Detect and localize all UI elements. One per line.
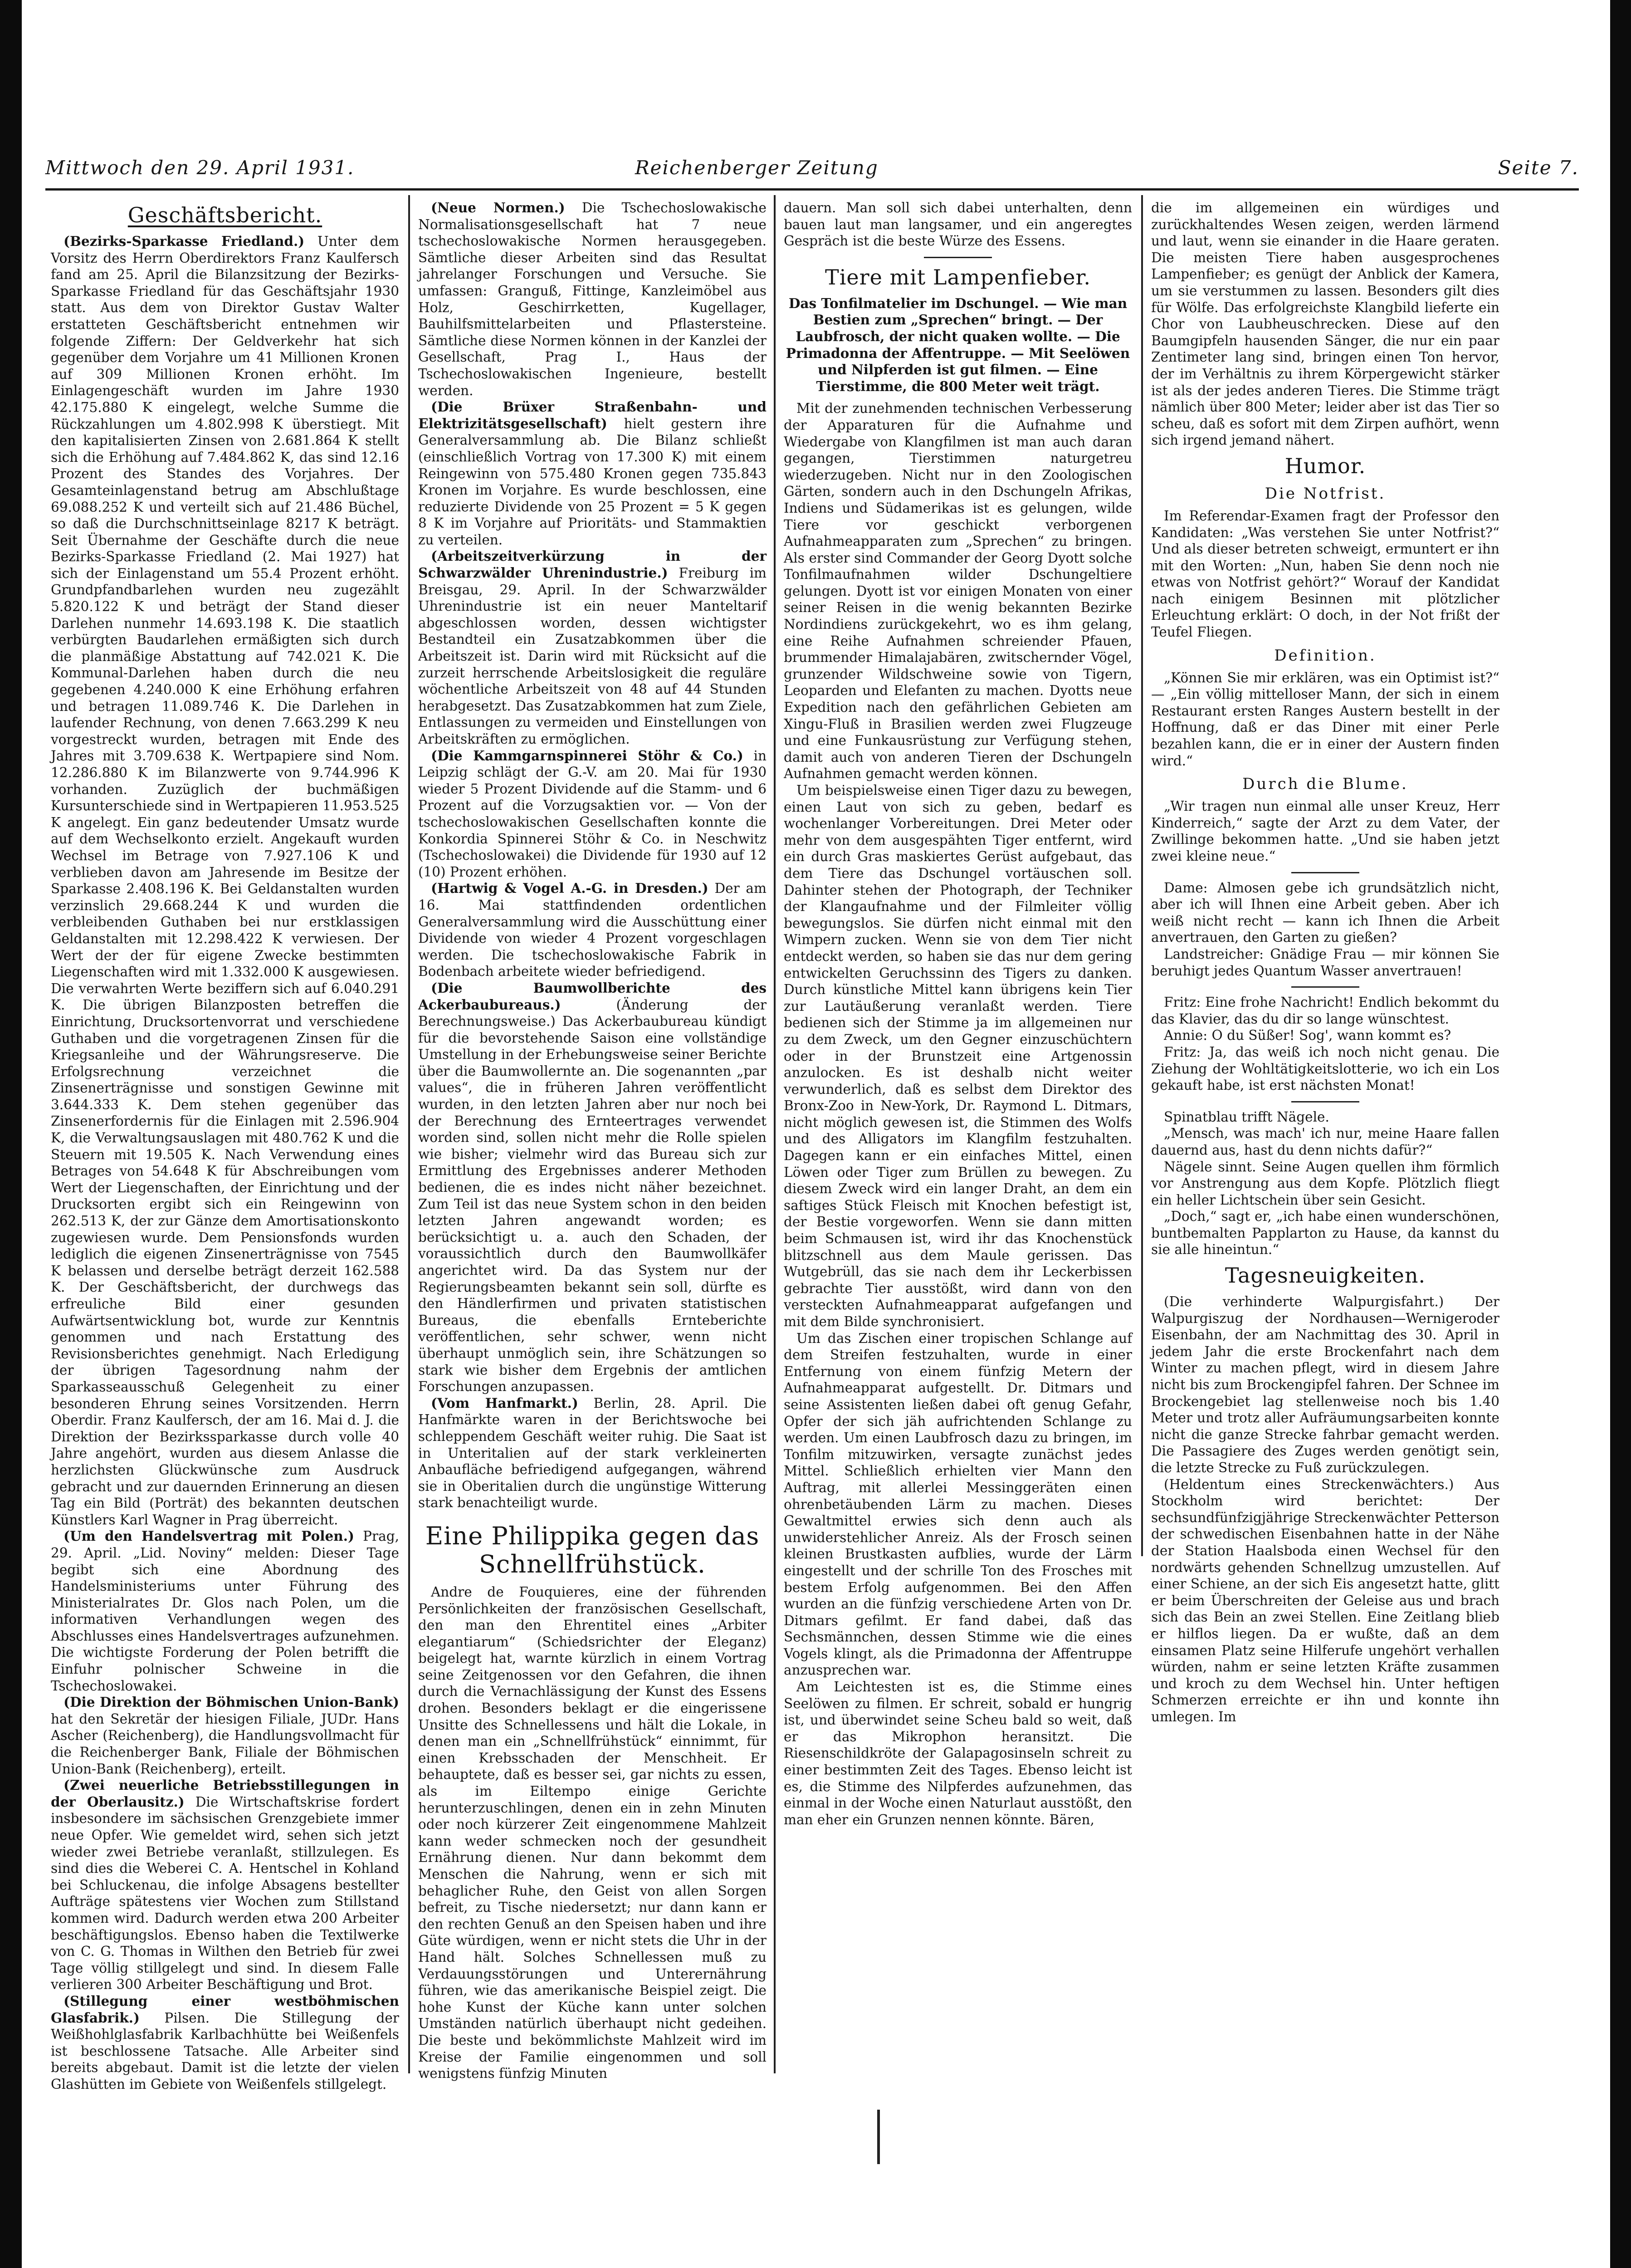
- article-hartwig-vogel: (Hartwig & Vogel A.-G. in Dresden.) Der am 16. Mai stattfindenden ordentlichen Generalversammlung wird die Ausschüttung einer Dividende von wieder 4 Prozent vorgeschlagen werden. Die tschechoslowakische Fabrik in Bodenbach arbeitete wieder befriedigend.: [418, 880, 767, 980]
- article-sparkasse: (Bezirks-Sparkasse Friedland.) Unter dem Vorsitz des Herrn Oberdirektors Franz Kaulfersch fand am 25. April die Bilanzsitzung der Bezirks-Sparkasse Friedland für das Geschäftsjahr 1930 statt. Aus dem von Direktor Gustav Walter erstatteten Geschäftsbericht entnehmen wir folgende Ziffern: Der Geldverkehr hat sich gegenüber dem Vorjahre um 41 Millionen Kronen auf 309 Millionen Kronen erhöht. Im Einlagengeschäft wurden im Jahre 1930 42.175.880 K eingelegt, welche Summe die Rückzahlungen um 4.802.998 K überstiegt. Mit den kapitalisierten Zinsen von 2.681.864 K stellt sich die Erhöhung auf 7.484.862 K, das sind 12.16 Prozent des Standes des Vorjahres. Der Gesamteinlagenstand betrug am Abschlußtage 69.088.252 K und verteilt sich auf 21.486 Büchel, so daß die Durchschnittseinlage 8217 K beträgt. Seit Übernahme der Geschäfte durch die neue Bezirks-Sparkasse Friedland (2. Mai 1927) hat sich der Einlagenstand um 55.4 Prozent erhöht. Grundpfandbarlehen wurden neu zugezählt 5.820.122 K und beträgt der Stand dieser Darlehen nunmehr 14.693.198 K. Die staatlich verbürgten Baudarlehen ermäßigten sich durch die planmäßige Abstattung auf 742.021 K. Die Kommunal-Darlehen haben durch die neu gegebenen 4.240.000 K eine Erhöhung erfahren und betragen 11.089.746 K. Die Darlehen in laufender Rechnung, von denen 7.663.299 K neu vorgestreckt wurden, betragen mit Ende des Jahres mit 3.709.638 K. Wertpapiere sind Nom. 12.286.880 K im Bilanzwerte von 9.744.996 K vorhanden. Zuzüglich der buchmäßigen Kursunterschiede sind in Wertpapieren 11.953.525 K angelegt. Ein ganz bedeutender Umsatz wurde auf dem Wechselkonto erzielt. Angekauft wurden Wechsel im Betrage von 7.927.106 K und verblieben davon am Jahresende im Besitze der Sparkasse 2.408.196 K. Bei Geldanstalten wurden verzinslich 29.668.244 K und wurden die verbleibenden Guthaben bei nur erstklassigen Geldanstalten mit 12.298.422 K verwiesen. Der Wert der der für eigene Zwecke bestimmten Liegenschaften wird mit 1.332.000 K ausgewiesen. Die verwahrten Werte beziffern sich auf 6.040.291 K. Die übrigen Bilanzposten betreffen die Einrichtung, Drucksortenvorrat und verschiedene Guthaben und die vorgetragenen Zinsen für die Kriegsanleihe und der Währungsreserve. Die Erfolgsrechnung verzeichnet die Zinsenerträgnisse und sonstigen Gewinne mit 3.644.333 K. Dem stehen gegenüber das Zinsenerfordernis für die Einlagen mit 2.596.904 K, die Verwaltungsauslagen mit 480.762 K und die Steuern mit 19.505 K. Nach Verwendung eines Betrages von 54.648 K für Abschreibungen vom Wert der Liegenschaften, der Einrichtung und der Drucksorten ergibt sich ein Reingewinn von 262.513 K, der zur Gänze dem Amortisationskonto zugewiesen wurde. Dem Pensionsfonds wurden lediglich die eigenen Zinsenerträgnisse von 7545 K belassen und derselbe beträgt derzeit 162.588 K. Der Geschäftsbericht, der durchwegs das erfreuliche Bild einer gesunden Aufwärtsentwicklung bot, wurde zur Kenntnis genommen und nach Erstattung des Revisionsberichtes genehmigt. Nach Erledigung der übrigen Tagesordnung nahm der Sparkasseausschuß Gelegenheit zu einer besonderen Ehrung seines Vorsitzenden. Herrn Oberdir. Franz Kaulfersch, der am 16. Mai d. J. die Direktion der Bezirkssparkasse durch volle 40 Jahre angehört, wurden aus diesem Anlasse die herzlichsten Glückwünsche zum Ausdruck gebracht und zur dauernden Erinnerung an diesen Tag ein Bild (Porträt) des bekannten deutschen Künstlers Karl Wagner in Prag überreicht.: [51, 233, 399, 1528]
- page-header: [45, 157, 1579, 189]
- philippika-heading: Eine Philippika gegen das Schnellfrühstück.: [425, 1521, 760, 1578]
- joke-divider: [1291, 986, 1359, 988]
- article-union-bank: (Die Direktion der Böhmischen Union-Bank) hat den Sekretär der hiesigen Filiale, JUDr. Hans Ascher (Reichenberg), die Handlungsvollmacht für die Reichenberger Bank, Filiale der Böhmischen Union-Bank (Reichenberg), erteilt.: [51, 1694, 399, 1777]
- scan-border-right: [1610, 0, 1631, 2268]
- article-glass-factory: (Stillegung einer westböhmischen Glasfabrik.) Pilsen. Die Stillegung der Weißhohlglasfabrik Karlbachhütte bei Weißenfels ist beschlossene Tatsache. Alle Arbeiter sind bereits abgebaut. Damit ist die letzte der vielen Glashütten im Gebiete von Weißenfels stillgelegt.: [51, 1993, 399, 2092]
- animals-subheading: Das Tonfilmatelier im Dschungel. — Wie man Bestien zum „Sprechen“ bringt. — Der Laubfrosch, der nicht quaken wollte. — Die Primadonna der Affentruppe. — Mit Seelöwen und Nilpferden ist gut filmen. — Eine Tierstimme, die 800 Meter weit trägt.: [786, 295, 1130, 394]
- scan-border-left: [0, 0, 22, 2268]
- article-black-forest-clocks: (Arbeitszeitverkürzung in der Schwarzwälder Uhrenindustrie.) Freiburg im Breisgau, 29. April. In der Schwarzwälder Uhrenindustrie ist ein neuer Manteltarif abgeschlossen worden, dessen wichtigster Bestandteil ein Zusatzabkommen über die Arbeitszeit ist. Darin wird mit Rücksicht auf die zurzeit herrschende Arbeitslosigkeit die reguläre wöchentliche Arbeitszeit von 48 auf 44 Stunden herabgesetzt. Das Zusatzabkommen hat zum Ziele, Entlassungen zu vermeiden und Einstellungen von Arbeitskräften zu ermöglichen.: [418, 548, 767, 747]
- header-rule: [45, 188, 1579, 191]
- joke-spinat-question: „Mensch, was mach' ich nur, meine Haare fallen dauernd aus, hast du denn nichts dafür?“: [1151, 1126, 1499, 1158]
- page-fold-mark: [877, 2110, 880, 2164]
- joke-dame: Dame: Almosen gebe ich grundsätzlich nicht, aber ich will Ihnen eine Arbeit geben. Aber ich weiß nicht recht — kann ich Ihnen die Arbeit anvertrauen, den Garten zu gießen?: [1151, 880, 1499, 945]
- joke-divider: [1291, 872, 1359, 873]
- joke-title-definition: Definition.: [1274, 646, 1377, 665]
- joke-spinat-answer: „Doch,“ sagt er, „ich habe einen wunderschönen, buntbemalten Papplarton zu Hause, da kannst du sie alle hineintun.“: [1151, 1209, 1499, 1258]
- joke-annie: Annie: O du Süßer! Sog', wann kommt es?: [1164, 1028, 1451, 1043]
- animals-paragraph-1: Mit der zunehmenden technischen Verbesserung der Apparaturen für die Aufnahme und Wiedergabe von Klangfilmen ist man auch daran gegangen, Tierstimmen naturgetreu wiederzugeben. Nicht nur in den Zoologischen Gärten, sondern auch in den Dschungeln Afrikas, Indiens und Südamerikas ist es gelungen, wilde Tiere vor geschickt verborgenen Aufnahmeapparaten zum „Sprechen“ zu bringen. Als erster sind Commander der Georg Dyott solche Tonfilmaufnahmen wilder Dschungeltiere gelungen. Dyott ist vor einigen Monaten von einer seiner Reisen in die wenig bekannten Bezirke Nordindiens zurückgekehrt, wo es ihm gelang, eine Reihe Aufnahmen schreiender Pfauen, brummender Himalajabären, zwitschernder Vögel, grunzender Wildschweine sowie von Tigern, Leoparden und Elefanten zu machen. Dyotts neue Expedition nach den gefährlichen Gebieten am Xingu-Fluß in Brasilien werden zwei Flugzeuge und eine Funkausrüstung zur Verfügung stehen, damit auch von anderen Tieren der Dschungeln Aufnahmen gemacht werden können.: [784, 401, 1132, 782]
- philippika-continuation: dauern. Man soll sich dabei unterhalten, denn bauen laut man langsamer, und ein angeregtes Gespräch ist die beste Würze des Essens.: [784, 200, 1132, 249]
- humor-heading: Humor.: [1284, 453, 1366, 478]
- joke-fritz: Fritz: Eine frohe Nachricht! Endlich bekommt du das Klavier, das du dir so lange wünschtest.: [1151, 994, 1499, 1027]
- article-hemp-market: (Vom Hanfmarkt.) Berlin, 28. April. Die Hanfmärkte waren in der Berichtswoche bei schleppendem Geschäft weiter ruhig. Die Saat ist in Unteritalien auf der stark verkleinerten Anbaufläche befriedigend aufgegangen, während sie in Oberitalien durch die ungünstige Witterung stark benachteiligt wurde.: [418, 1395, 767, 1511]
- joke-landstreicher: Landstreicher: Gnädige Frau — mir können Sie beruhigt jedes Quantum Wasser anvertrauen!: [1151, 946, 1499, 979]
- daily-news-heading: Tagesneuigkeiten.: [1225, 1263, 1426, 1288]
- header-date: Mittwoch den 29. April 1931.: [45, 157, 355, 179]
- article-cotton-reports: (Die Baumwollberichte des Ackerbaubureaus.) (Änderung der Berechnungsweise.) Das Ackerbaubureau kündigt für die bevorstehende Saison eine vollständige Umstellung in der Erhebungsweise seiner Berichte über die Baumwollernte an. Die sogenannten „par values“, die in früheren Jahren veröffentlicht wurden, in den letzten Jahren aber nur noch bei der Berechnung des Ernteertrages verwendet worden sind, sollen nicht mehr die Rolle spielen wie bisher; vielmehr wird das Bureau sich zur Ermittlung des Ergebnisses anderer Methoden bedienen, die es indes nicht näher bezeichnet. Zum Teil ist das neue System schon in den beiden letzten Jahren angewandt worden; es berücksichtigt u. a. auch den Schaden, der voraussichtlich durch den Baumwollkäfer angerichtet wird. Da das System nur der Regierungsbeamten bekannt sein soll, dürfte es den Händlerfirmen und privaten statistischen Bureaus, die ebenfalls Ernteberichte veröffentlichen, sehr schwer, wenn nicht überhaupt unmöglich sein, ihre Schätzungen so stark wie bisher dem Ergebnis der amtlichen Forschungen anzupassen.: [418, 980, 767, 1395]
- animals-paragraph-2: Um beispielsweise einen Tiger dazu zu bewegen, einen Laut von sich zu geben, bedarf es wochenlanger Vorbereitungen. Drei Meter oder mehr von dem ausgespähten Tiger entfernt, wird ein durch Gras maskiertes Gerüst aufgebaut, das dem Tiere das Dschungel vortäuschen soll. Dahinter stehen der Photograph, der Techniker der Klangaufnahme und der Filmleiter völlig bewegungslos. Sie dürfen nicht einmal mit den Wimpern zucken. Wenn sie von dem Tier nicht entdeckt werden, so haben sie das nur dem gering entwickelten Geruchssinn des Tigers zu danken. Durch künstliche Mittel kann übrigens kein Tier zur Lautäußerung veranlaßt werden. Tiere bedienen sich der Stimme ja im allgemeinen nur zu dem Zweck, um den Gegner einzuschüchtern oder in der Brunstzeit eine Artgenossin anzulocken. Es ist deshalb nicht weiter verwunderlich, daß es selbst dem Direktor des Bronx-Zoo in New-York, Dr. Raymond L. Ditmars, nicht möglich gewesen ist, die Stimmen des Wolfs und des Alligators im Klangfilm festzuhalten. Dagegen kann er ein einfaches Mittel, einen Löwen oder Tiger zum Brüllen zu bewegen. Zu diesem Zweck wird ein langer Draht, an dem ein saftiges Stück Fleisch mit Knochen befestigt ist, der Bestie vorgeworfen. Wenn sie dann mitten beim Schmausen ist, wird ihr das Knochenstück blitzschnell aus dem Maule gerissen. Das Wutgebrüll, das sie nach dem ihr Leckerbissen gebrachte Tier ausstößt, wird dann von den versteckten Aufnahmeapparat aufgefangen und mit dem Bilde synchronisiert.: [784, 783, 1132, 1329]
- joke-notfrist: Im Referendar-Examen fragt der Professor den Kandidaten: „Was verstehen Sie unter Notfrist?“ Und als dieser betreten schweigt, ermuntert er ihn mit den Worten: „Nun, haben Sie denn noch nie etwas von Notfrist gehört?“ Worauf der Kandidat nach einigem Besinnen mit plötzlicher Erleuchtung erklärt: O doch, in der Not frißt der Teufel Fliegen.: [1151, 508, 1499, 640]
- section-divider: [924, 257, 992, 258]
- column-3: [784, 200, 1132, 2064]
- joke-spinat-intro: Spinatblau trifft Nägele.: [1164, 1109, 1329, 1125]
- article-brux-tramway: (Die Brüxer Straßenbahn- und Elektrizitätsgesellschaft) hielt gestern ihre Generalversammlung ab. Die Bilanz schließt (einschließlich Vortrag von 17.300 K) mit einem Reingewinn von 575.480 Kronen gegen 735.843 Kronen im Vorjahre. Es wurde beschlossen, eine reduzierte Dividende von 25 Prozent = 5 K gegen 8 K im Vorjahre auf Prioritäts- und Stammaktien zu verteilen.: [418, 399, 767, 548]
- philippika-body: Andre de Fouquieres, eine der führenden Persönlichkeiten der französischen Gesellschaft, den man den Ehrentitel eines „Arbiter elegantiarum“ (Schiedsrichter der Eleganz) beigelegt hat, warnte kürzlich in einem Vortrag seine Zeitgenossen vor den Gefahren, die ihnen durch die Vernachlässigung der Kunst des Essens drohen. Besonders beklagt er die eingerissene Unsitte des Schnellessens und hält die Lokale, in denen man ein „Schnellfrühstück“ einnimmt, für einen Krebsschaden der Menschheit. Er behauptete, daß es besser sei, gar nichts zu essen, als im Eiltempo einige Gerichte herunterzuschlingen, denen ein in zehn Minuten oder noch kürzerer Zeit eingenommene Mahlzeit kann weder schmecken noch der gesundheit Ernährung dienen. Nur dann bekommt dem Menschen die Nahrung, wenn er sich mit behaglicher Ruhe, den Geist von allen Sorgen befreit, zu Tische niedersetzt; nur dann kann er den rechten Genuß an den Speisen haben und ihre Güte würdigen, wenn er nicht stets die Uhr in der Hand hält. Solches Schnellessen muß zu Verdauungsstörungen und Unterernährung führen, wie das amerikanische Beispiel zeigt. Die hohe Kunst der Küche kann unter solchen Umständen natürlich überhaupt nicht gedeihen. Die beste und bekömmlichste Mahlzeit wird im Kreise der Familie eingenommen und soll wenigstens fünfzig Minuten: [418, 1584, 767, 2082]
- joke-fritz-answer: Fritz: Ja, das weiß ich noch nicht genau. Die Ziehung der Wohltätigkeitslotterie, wo ich ein Los gekauft habe, ist erst nächsten Monat!: [1151, 1044, 1499, 1093]
- article-stoehr-spinning: (Die Kammgarnspinnerei Stöhr & Co.) in Leipzig schlägt der G.-V. am 20. Mai für 1930 wieder 5 Prozent Dividende auf die Stamm- und 6 Prozent auf die Vorzugsaktien vor. — Von der tschechoslowakischen Gesellschaften konnte die Konkordia Spinnerei Stöhr & Co. in Neschwitz (Tschechoslowakei) die Dividende für 1930 auf 12 (10) Prozent erhöhen.: [418, 747, 767, 880]
- joke-divider: [1291, 1101, 1359, 1102]
- column-rule-1: [408, 195, 410, 2073]
- news-walpurgis: (Die verhinderte Walpurgisfahrt.) Der Walpurgiszug der Nordhausen—Wernigeroder Eisenbahn, der am Nachmittag des 30. April in jedem Jahr die erste Brockenfahrt nach dem Winter zu machen pflegt, wird in diesem Jahre nicht bis zum Brockengipfel fahren. Der Schnee im Brockengebiet lag stellenweise noch bis 1.40 Meter und trotz aller Aufräumungsarbeiten konnte nicht die ganze Strecke fahrbar gemacht werden. Die Passagiere des Zuges werden genötigt sein, die letzte Strecke zu Fuß zurückzulegen.: [1151, 1294, 1499, 1475]
- column-2: [418, 200, 767, 2082]
- column-rule-2: [774, 195, 776, 2073]
- joke-spinat-middle: Nägele sinnt. Seine Augen quellen ihm förmlich vor Anstrengung aus dem Kopfe. Plötzlich fliegt ein heller Lichtschein über sein Gesicht.: [1151, 1159, 1499, 1208]
- article-oberlausitz-closures: (Zwei neuerliche Betriebsstillegungen in der Oberlausitz.) Die Wirtschaftskrise fordert insbesondere im sächsischen Grenzgebiete immer neue Opfer. Wie gemeldet wird, sehen sich jetzt wieder zwei Betriebe veranlaßt, stillzulegen. Es sind dies die Weberei C. A. Hentschel in Kohland bei Schluckenau, die infolge Absagens bestellter Aufträge spätestens vier Wochen zum Stillstand kommen wird. Dadurch werden etwa 200 Arbeiter beschäftigungslos. Ebenso haben die Textilwerke von C. G. Thomas in Wilthen den Betrieb für zwei Tage völlig stillgelegt und sind. In diesem Falle verlieren 300 Arbeiter Beschäftigung und Brot.: [51, 1777, 399, 1993]
- news-track-guard: (Heldentum eines Streckenwächters.) Aus Stockholm wird berichtet: Der sechsundfünfzigjährige Streckenwächter Petterson der schwedischen Eisenbahnen hatte in der Nähe der Station Haalsboda einen Wechsel für den nordwärts gehenden Schnellzug umzustellen. Auf einer Schiene, an der sich Eis angesetzt hatte, glitt er beim Überschreiten der Geleise aus und brach sich das Bein an zwei Stellen. Eine Zeitlang blieb er hilflos liegen. Da er wußte, daß an dem einsamen Platz seine Hilferufe ungehört verhallen würden, nahm er seine letzten Kräfte zusammen und kroch zu dem Wechsel hin. Unter heftigen Schmerzen erreichte er ihn und konnte ihn umlegen. Im: [1151, 1476, 1499, 1724]
- joke-title-blume: Durch die Blume.: [1242, 775, 1408, 794]
- business-report-heading: Geschäftsbericht.: [127, 203, 322, 227]
- animals-stage-fright-heading: Tiere mit Lampenfieber.: [825, 265, 1091, 289]
- animals-paragraph-4: Am Leichtesten ist es, die Stimme eines Seelöwen zu filmen. Er schreit, sobald er hungrig ist, und überwindet seine Scheu bald so weit, daß er das Mikrophon heransitzt. Die Riesenschildkröte der Galapagosinseln schreit zu einer bestimmten Zeit des Tages. Ebenso leicht ist es, die Stimme des Nilpferdes aufzunehmen, das einmal in der Woche einen Naturlaut ausstößt, den man eher ein Grunzen nennen könnte. Bären,: [784, 1679, 1132, 1827]
- article-trade-agreement-poland: (Um den Handelsvertrag mit Polen.) Prag, 29. April. „Lid. Noviny“ melden: Dieser Tage begibt sich eine Abordnung des Handelsministeriums unter Führung des Ministerialrates Dr. Glos nach Polen, um die informativen Verhandlungen wegen des Abschlusses eines Handelsvertrages aufzunehmen. Die wichtigste Forderung der Polen betrifft die Einfuhr polnischer Schweine in die Tschechoslowakei.: [51, 1528, 399, 1694]
- joke-title-notfrist: Die Notfrist.: [1265, 484, 1386, 503]
- column-rule-3: [1141, 195, 1143, 1556]
- joke-definition: „Können Sie mir erklären, was ein Optimist ist?“ — „Ein völlig mittelloser Mann, der sich in einem Restaurant ersten Ranges Austern bestellt in der Hoffnung, daß er das Diner mit einer Perle bezahlen kann, die er in einer der Austern finden wird.“: [1151, 670, 1499, 769]
- header-newspaper-title: Reichenberger Zeitung: [635, 157, 879, 179]
- animals-paragraph-3: Um das Zischen einer tropischen Schlange auf dem Streifen festzuhalten, wurde in einer Entfernung von einem fünfzig Metern der Aufnahmeapparat aufgestellt. Dr. Ditmars und seine Assistenten ließen dabei oft genug Gefahr, Opfer der sich jäh aufrichtenden Schlange zu werden. Um einen Laubfrosch dazu zu bringen, im Tonfilm mitzuwirken, versagte zunächst jedes Mittel. Schließlich erhielten vier Mann den Auftrag, mit allerlei Messinggeräten einen ohrenbetäubenden Lärm zu machen. Dieses Gewaltmittel erwies sich denn auch als unwiderstehlicher Anreiz. Als der Frosch seinen kleinen Brustkasten aufblies, wurde der Lärm eingestellt und der schrille Ton des Frosches mit bestem Erfolg aufgenommen. Bei den Affen wurden an die fünfzig verschiedene Arten von Dr. Ditmars gefilmt. Er fand dabei, daß das Sechsmännchen, dessen Stimme wie die eines Vogels klingt, als die Primadonna der Affentruppe anzusprechen war.: [784, 1330, 1132, 1678]
- column-1: [51, 200, 399, 2092]
- header-page-number: Seite 7.: [1498, 157, 1579, 179]
- animals-continuation: die im allgemeinen ein würdiges und zurückhaltendes Wesen zeigen, werden lärmend und laut, wenn sie einander in die Haare geraten. Die meisten Tiere haben ausgesprochenes Lampenfieber; es genügt der Anblick der Kamera, um sie verstummen zu lassen. Besonders gilt dies für Wölfe. Das erfolgreichste Klangbild lieferte ein Chor von Laubheuschrecken. Diese auf den Baumgipfeln hausenden Sänger, die nur ein paar Zentimeter lang sind, bringen einen Ton hervor, der im Verhältnis zu ihrem Körpergewicht stärker ist als der jedes anderen Tieres. Die Stimme trägt nämlich über 800 Meter; leider aber ist das Tier so scheu, daß es sofort mit dem Zirpen aufhört, wenn sich irgend jemand nähert.: [1151, 200, 1499, 448]
- article-new-norms: (Neue Normen.) Die Tschechoslowakische Normalisationsgesellschaft hat 7 neue tschechoslowakische Normen herausgegeben. Sämtliche dieser Arbeiten sind das Resultat jahrelanger Forschungen und Versuche. Sie umfassen: Granguß, Fittinge, Kanzleimöbel aus Holz, Geschirrketten, Kugellager, Bauhilfsmittelarbeiten und Pflastersteine. Sämtliche diese Normen können in der Kanzlei der Gesellschaft, Prag I., Haus der Tschechoslowakischen Ingenieure, bestellt werden.: [418, 200, 767, 398]
- column-4: [1151, 200, 1499, 2064]
- joke-blume: „Wir tragen nun einmal alle unser Kreuz, Herr Kinderreich,“ sagte der Arzt zu dem Vater, der Zwillinge bekommen hatte. „Und sie haben jetzt zwei kleine neue.“: [1151, 798, 1499, 864]
